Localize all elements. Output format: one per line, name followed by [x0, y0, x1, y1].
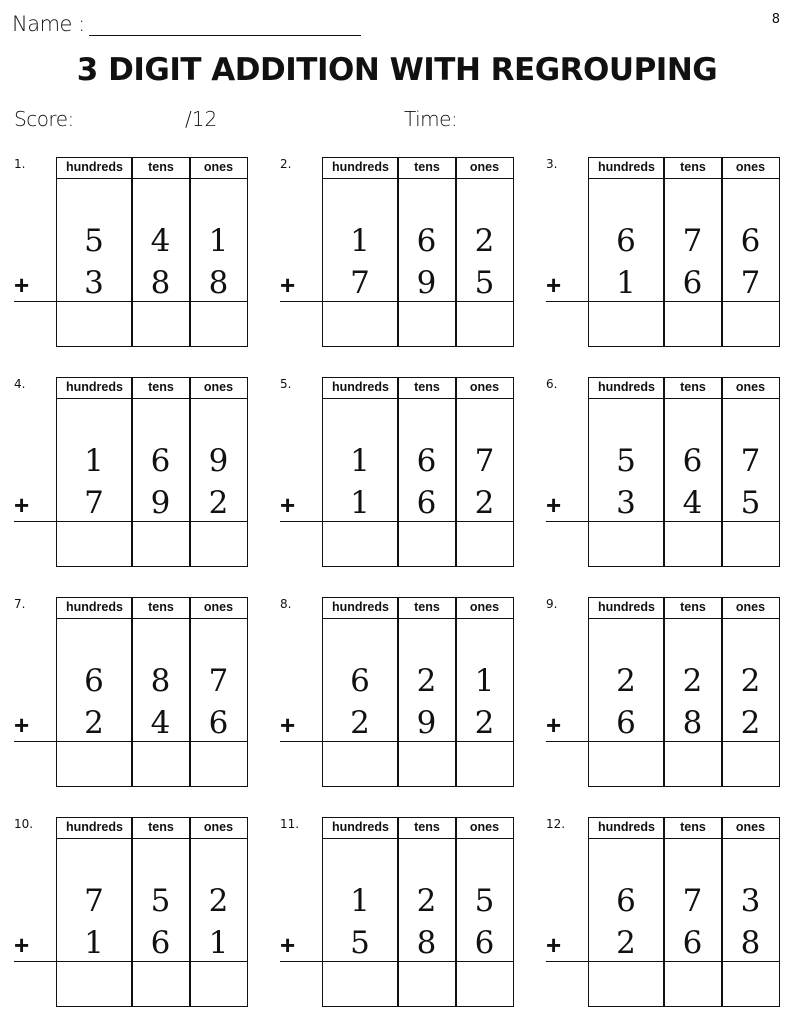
- column-header-hundreds: hundreds: [588, 597, 665, 619]
- top-digit-hundreds: 6: [616, 223, 636, 259]
- column-header-ones: ones: [455, 157, 514, 179]
- top-digit-hundreds: 1: [350, 883, 370, 919]
- bottom-digit-tens: 8: [682, 705, 703, 741]
- answer-box-ones[interactable]: [189, 523, 248, 565]
- top-digit-ones: 2: [474, 223, 495, 259]
- answer-box-ones[interactable]: [189, 303, 248, 345]
- column-header-tens: tens: [397, 377, 457, 399]
- answer-box-tens[interactable]: [131, 523, 190, 565]
- column-header-hundreds: hundreds: [322, 377, 399, 399]
- plus-sign: +: [280, 270, 296, 300]
- sum-line: [280, 301, 514, 302]
- top-digit-ones: 9: [208, 443, 229, 479]
- page-number: 8: [771, 12, 780, 27]
- answer-box-tens[interactable]: [131, 743, 190, 785]
- time-label: Time:: [404, 107, 458, 131]
- top-digit-ones: 1: [208, 223, 229, 259]
- problem-number: 7.: [14, 597, 26, 611]
- answer-box-hundreds[interactable]: [588, 523, 664, 565]
- answer-box-ones[interactable]: [721, 743, 780, 785]
- problem-number: 8.: [280, 597, 292, 611]
- top-digit-tens: 2: [416, 883, 437, 919]
- answer-box-tens[interactable]: [663, 523, 722, 565]
- column-header-hundreds: hundreds: [322, 817, 399, 839]
- sum-line: [546, 521, 780, 522]
- bottom-digit-tens: 8: [150, 265, 171, 301]
- top-digit-tens: 7: [682, 883, 703, 919]
- answer-box-tens[interactable]: [131, 303, 190, 345]
- answer-box-hundreds[interactable]: [56, 743, 132, 785]
- bottom-digit-hundreds: 3: [616, 485, 636, 521]
- problem-9: [546, 597, 794, 789]
- column-header-ones: ones: [721, 597, 780, 619]
- bottom-digit-hundreds: 2: [350, 705, 370, 741]
- plus-sign: +: [546, 710, 562, 740]
- top-digit-hundreds: 6: [616, 883, 636, 919]
- column-header-hundreds: hundreds: [322, 157, 399, 179]
- bottom-digit-tens: 9: [416, 705, 437, 741]
- bottom-digit-tens: 6: [150, 925, 171, 961]
- top-digit-ones: 7: [740, 443, 761, 479]
- bottom-digit-hundreds: 2: [84, 705, 104, 741]
- column-header-ones: ones: [455, 597, 514, 619]
- bottom-digit-ones: 2: [740, 705, 761, 741]
- answer-box-tens[interactable]: [663, 303, 722, 345]
- column-header-tens: tens: [131, 817, 191, 839]
- answer-box-tens[interactable]: [131, 963, 190, 1005]
- column-header-ones: ones: [721, 817, 780, 839]
- top-digit-hundreds: 5: [84, 223, 104, 259]
- problem-8: [280, 597, 530, 789]
- column-header-tens: tens: [663, 817, 723, 839]
- answer-box-hundreds[interactable]: [588, 303, 664, 345]
- answer-box-ones[interactable]: [721, 303, 780, 345]
- score-total: /12: [185, 107, 218, 131]
- sum-line: [14, 741, 248, 742]
- problem-1: [14, 157, 264, 349]
- column-header-hundreds: hundreds: [56, 597, 133, 619]
- problem-number: 11.: [280, 817, 300, 831]
- answer-box-hundreds[interactable]: [322, 303, 398, 345]
- problem-10: [14, 817, 264, 1009]
- answer-box-hundreds[interactable]: [322, 963, 398, 1005]
- sum-line: [14, 961, 248, 962]
- column-header-tens: tens: [131, 597, 191, 619]
- problem-number: 2.: [280, 157, 292, 171]
- column-header-hundreds: hundreds: [56, 817, 133, 839]
- answer-box-ones[interactable]: [189, 963, 248, 1005]
- answer-box-ones[interactable]: [721, 963, 780, 1005]
- answer-box-tens[interactable]: [397, 523, 456, 565]
- top-digit-tens: 6: [416, 443, 437, 479]
- answer-box-tens[interactable]: [397, 743, 456, 785]
- name-line[interactable]: [89, 35, 361, 36]
- bottom-digit-hundreds: 1: [84, 925, 104, 961]
- sum-line: [280, 521, 514, 522]
- score-label: Score:: [14, 107, 74, 131]
- plus-sign: +: [14, 930, 30, 960]
- column-header-ones: ones: [455, 817, 514, 839]
- column-header-tens: tens: [397, 597, 457, 619]
- top-digit-ones: 1: [474, 663, 495, 699]
- top-digit-hundreds: 1: [350, 223, 370, 259]
- plus-sign: +: [280, 490, 296, 520]
- column-header-hundreds: hundreds: [588, 157, 665, 179]
- plus-sign: +: [280, 710, 296, 740]
- bottom-digit-ones: 8: [208, 265, 229, 301]
- bottom-digit-ones: 6: [474, 925, 495, 961]
- problem-12: [546, 817, 794, 1009]
- bottom-digit-hundreds: 3: [84, 265, 104, 301]
- column-header-ones: ones: [189, 377, 248, 399]
- top-digit-tens: 7: [682, 223, 703, 259]
- column-header-tens: tens: [663, 377, 723, 399]
- top-digit-tens: 8: [150, 663, 171, 699]
- sum-line: [280, 961, 514, 962]
- plus-sign: +: [546, 490, 562, 520]
- column-header-hundreds: hundreds: [56, 157, 133, 179]
- bottom-digit-ones: 2: [208, 485, 229, 521]
- answer-box-hundreds[interactable]: [322, 743, 398, 785]
- problem-number: 10.: [14, 817, 34, 831]
- problem-number: 6.: [546, 377, 558, 391]
- column-header-tens: tens: [663, 157, 723, 179]
- problem-4: [14, 377, 264, 569]
- answer-box-tens[interactable]: [663, 963, 722, 1005]
- plus-sign: +: [546, 270, 562, 300]
- bottom-digit-tens: 8: [416, 925, 437, 961]
- answer-box-hundreds[interactable]: [588, 963, 664, 1005]
- answer-box-tens[interactable]: [663, 743, 722, 785]
- column-header-hundreds: hundreds: [322, 597, 399, 619]
- bottom-digit-ones: 7: [740, 265, 761, 301]
- bottom-digit-tens: 4: [682, 485, 703, 521]
- bottom-digit-hundreds: 1: [616, 265, 636, 301]
- bottom-digit-hundreds: 6: [616, 705, 636, 741]
- column-header-tens: tens: [131, 157, 191, 179]
- column-header-hundreds: hundreds: [588, 377, 665, 399]
- top-digit-hundreds: 1: [84, 443, 104, 479]
- top-digit-hundreds: 2: [616, 663, 636, 699]
- column-header-ones: ones: [189, 817, 248, 839]
- column-header-ones: ones: [189, 157, 248, 179]
- top-digit-hundreds: 6: [350, 663, 370, 699]
- top-digit-ones: 3: [740, 883, 761, 919]
- bottom-digit-tens: 6: [682, 925, 703, 961]
- top-digit-tens: 6: [150, 443, 171, 479]
- top-digit-tens: 6: [682, 443, 703, 479]
- bottom-digit-tens: 9: [416, 265, 437, 301]
- top-digit-tens: 2: [416, 663, 437, 699]
- answer-box-ones[interactable]: [189, 743, 248, 785]
- sum-line: [546, 741, 780, 742]
- top-digit-tens: 5: [150, 883, 171, 919]
- plus-sign: +: [280, 930, 296, 960]
- top-digit-hundreds: 6: [84, 663, 104, 699]
- bottom-digit-ones: 6: [208, 705, 229, 741]
- bottom-digit-tens: 6: [416, 485, 437, 521]
- column-header-hundreds: hundreds: [56, 377, 133, 399]
- answer-box-hundreds[interactable]: [588, 743, 664, 785]
- problem-number: 1.: [14, 157, 26, 171]
- answer-box-ones[interactable]: [455, 303, 514, 345]
- column-header-tens: tens: [663, 597, 723, 619]
- top-digit-ones: 7: [208, 663, 229, 699]
- problem-number: 12.: [546, 817, 566, 831]
- problem-2: [280, 157, 530, 349]
- top-digit-hundreds: 5: [616, 443, 636, 479]
- plus-sign: +: [546, 930, 562, 960]
- column-header-tens: tens: [131, 377, 191, 399]
- sum-line: [546, 301, 780, 302]
- top-digit-hundreds: 1: [350, 443, 370, 479]
- top-digit-hundreds: 7: [84, 883, 104, 919]
- name-label: Name :: [12, 12, 85, 36]
- answer-box-hundreds[interactable]: [56, 523, 132, 565]
- answer-box-tens[interactable]: [397, 303, 456, 345]
- problem-number: 9.: [546, 597, 558, 611]
- problem-6: [546, 377, 794, 569]
- sum-line: [14, 301, 248, 302]
- answer-box-hundreds[interactable]: [56, 303, 132, 345]
- bottom-digit-ones: 5: [740, 485, 761, 521]
- column-header-ones: ones: [721, 157, 780, 179]
- problem-number: 3.: [546, 157, 558, 171]
- top-digit-tens: 6: [416, 223, 437, 259]
- bottom-digit-tens: 6: [682, 265, 703, 301]
- problem-number: 4.: [14, 377, 26, 391]
- problem-11: [280, 817, 530, 1009]
- problem-3: [546, 157, 794, 349]
- answer-box-hundreds[interactable]: [56, 963, 132, 1005]
- plus-sign: +: [14, 490, 30, 520]
- bottom-digit-ones: 2: [474, 705, 495, 741]
- problem-5: [280, 377, 530, 569]
- column-header-tens: tens: [397, 817, 457, 839]
- top-digit-tens: 4: [150, 223, 171, 259]
- plus-sign: +: [14, 710, 30, 740]
- bottom-digit-tens: 4: [150, 705, 171, 741]
- bottom-digit-ones: 2: [474, 485, 495, 521]
- answer-box-hundreds[interactable]: [322, 523, 398, 565]
- bottom-digit-hundreds: 2: [616, 925, 636, 961]
- top-digit-tens: 2: [682, 663, 703, 699]
- top-digit-ones: 7: [474, 443, 495, 479]
- problem-number: 5.: [280, 377, 292, 391]
- page-title: 3 DIGIT ADDITION WITH REGROUPING: [76, 52, 718, 88]
- top-digit-ones: 6: [740, 223, 761, 259]
- top-digit-ones: 5: [474, 883, 495, 919]
- top-digit-ones: 2: [740, 663, 761, 699]
- answer-box-ones[interactable]: [455, 523, 514, 565]
- sum-line: [280, 741, 514, 742]
- sum-line: [14, 521, 248, 522]
- answer-box-ones[interactable]: [721, 523, 780, 565]
- sum-line: [546, 961, 780, 962]
- column-header-ones: ones: [455, 377, 514, 399]
- bottom-digit-ones: 5: [474, 265, 495, 301]
- problem-7: [14, 597, 264, 789]
- answer-box-ones[interactable]: [455, 743, 514, 785]
- column-header-tens: tens: [397, 157, 457, 179]
- bottom-digit-ones: 8: [740, 925, 761, 961]
- column-header-ones: ones: [189, 597, 248, 619]
- plus-sign: +: [14, 270, 30, 300]
- top-digit-ones: 2: [208, 883, 229, 919]
- bottom-digit-hundreds: 7: [350, 265, 370, 301]
- column-header-ones: ones: [721, 377, 780, 399]
- bottom-digit-hundreds: 5: [350, 925, 370, 961]
- bottom-digit-hundreds: 1: [350, 485, 370, 521]
- answer-box-tens[interactable]: [397, 963, 456, 1005]
- answer-box-ones[interactable]: [455, 963, 514, 1005]
- bottom-digit-hundreds: 7: [84, 485, 104, 521]
- bottom-digit-ones: 1: [208, 925, 229, 961]
- bottom-digit-tens: 9: [150, 485, 171, 521]
- column-header-hundreds: hundreds: [588, 817, 665, 839]
